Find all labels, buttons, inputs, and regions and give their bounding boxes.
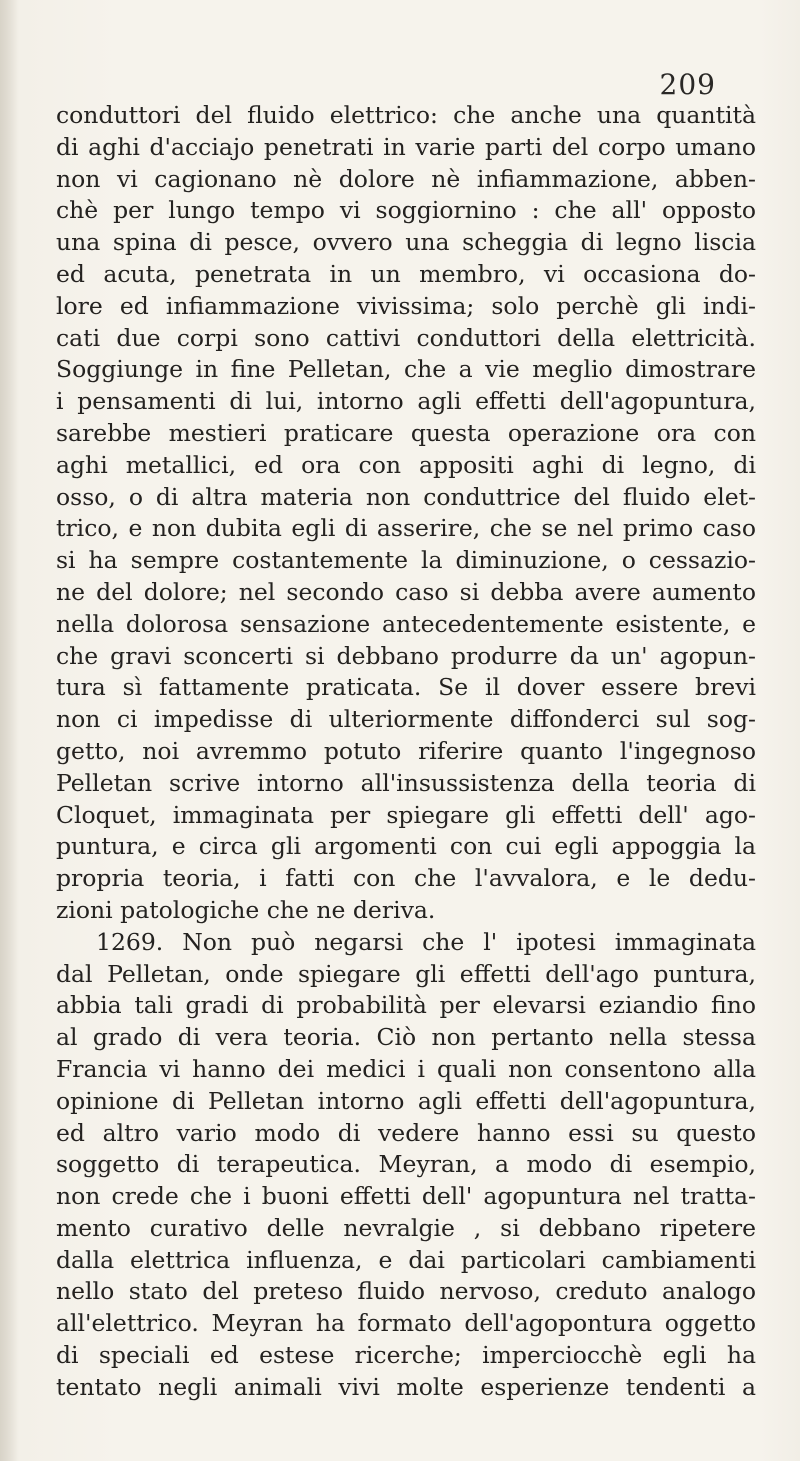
text-line: di speciali ed estese ricerche; imperciocchè egli ha: [56, 1341, 756, 1370]
text-line: non vi cagionano nè dolore nè infiammazione, abben-: [56, 164, 756, 193]
text-line: abbia tali gradi di probabilità per elevarsi eziandio fino: [56, 991, 756, 1020]
text-line: non crede che i buoni effetti dell' agopuntura nel tratta-: [56, 1182, 756, 1211]
text-line: mento curativo delle nevralgie , si debbano ripetere: [56, 1213, 756, 1242]
text-line: si ha sempre costantemente la diminuzione, o cessazio-: [56, 546, 756, 575]
text-line: cati due corpi sono cattivi conduttori della elettricità.: [56, 323, 756, 352]
text-line: ed acuta, penetrata in un membro, vi occasiona do-: [56, 259, 756, 288]
text-line: trico, e non dubita egli di asserire, che se nel primo caso: [56, 514, 756, 543]
binding-shadow: [0, 0, 18, 1461]
text-line: conduttori del fluido elettrico: che anche una quantità: [56, 101, 756, 129]
text-line: osso, o di altra materia non conduttrice del fluido elet-: [56, 482, 756, 511]
text-line: tura sì fattamente praticata. Se il dover essere brevi: [56, 673, 756, 702]
text-line: puntura, e circa gli argomenti con cui egli appoggia la: [56, 832, 756, 861]
text-line: chè per lungo tempo vi soggiornino : che all' opposto: [56, 196, 756, 225]
text-line: sarebbe mestieri praticare questa operazione ora con: [56, 418, 756, 447]
text-line: una spina di pesce, ovvero una scheggia di legno liscia: [56, 228, 756, 257]
text-line: 1269. Non può negarsi che l' ipotesi immaginata: [96, 927, 756, 956]
text-line: ne del dolore; nel secondo caso si debba avere aumento: [56, 577, 756, 606]
text-line: soggetto di terapeutica. Meyran, a modo di esempio,: [56, 1150, 756, 1179]
text-line: dal Pelletan, onde spiegare gli effetti dell'ago puntura,: [56, 959, 756, 988]
text-line: aghi metallici, ed ora con appositi aghi di legno, di: [56, 450, 756, 479]
page-number: 209: [659, 68, 716, 101]
text-line: Soggiunge in fine Pelletan, che a vie meglio dimostrare: [56, 355, 756, 384]
text-line: non ci impedisse di ulteriormente diffonderci sul sog-: [56, 705, 756, 734]
text-line: propria teoria, i fatti con che l'avvalora, e le dedu-: [56, 864, 756, 893]
text-line: ed altro vario modo di vedere hanno essi su questo: [56, 1118, 756, 1147]
text-line: al grado di vera teoria. Ciò non pertanto nella stessa: [56, 1023, 756, 1052]
text-line: di aghi d'acciajo penetrati in varie parti del corpo umano: [56, 132, 756, 161]
body-text: [56, 100, 756, 1404]
text-line: lore ed infiammazione vivissima; solo perchè gli indi-: [56, 291, 756, 320]
text-line: nello stato del preteso fluido nervoso, creduto analogo: [56, 1277, 756, 1306]
text-line: Pelletan scrive intorno all'insussistenza della teoria di: [56, 768, 756, 797]
text-line: all'elettrico. Meyran ha formato dell'agopontura oggetto: [56, 1309, 756, 1338]
text-line: Cloquet, immaginata per spiegare gli effetti dell' ago-: [56, 800, 756, 829]
text-line: che gravi sconcerti si debbano produrre da un' agopun-: [56, 641, 756, 670]
text-line: i pensamenti di lui, intorno agli effetti dell'agopuntura,: [56, 387, 756, 416]
text-line: tentato negli animali vivi molte esperienze tendenti a: [56, 1372, 756, 1401]
text-line: nella dolorosa sensazione antecedentemente esistente, e: [56, 609, 756, 638]
text-line: opinione di Pelletan intorno agli effetti dell'agopuntura,: [56, 1086, 756, 1115]
text-line: getto, noi avremmo potuto riferire quanto l'ingegnoso: [56, 736, 756, 765]
text-line: zioni patologiche che ne deriva.: [56, 895, 436, 924]
text-line: dalla elettrica influenza, e dai particolari cambiamenti: [56, 1245, 756, 1274]
text-line: Francia vi hanno dei medici i quali non consentono alla: [56, 1054, 756, 1083]
